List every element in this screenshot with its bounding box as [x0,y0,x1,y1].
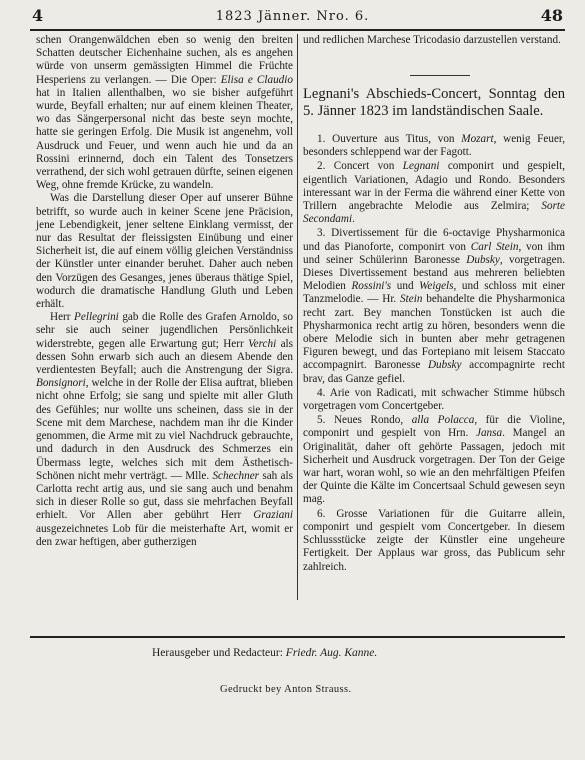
programme-item-2: 2. Concert von Legnani componirt und gespielt, eigentlich Variationen, Adagio und Rondo. Besonders interessant war in der Ferma die während einer Kette von Trillern angebrachte Melodie aus Zelmira; Sorte Secondami. [303,160,565,226]
page-header [0,6,585,28]
issue-date-title: 1823 Jänner. Nro. 6. [215,9,370,24]
programme-item-1: 1. Ouverture aus Titus, von Mozart, wenig Feuer, besonders schleppend war der Fagott. [303,133,565,159]
column-divider [297,34,298,600]
programme-item-6: 6. Grosse Variationen für die Guitarre allein, componirt und gespielt vom Concertgeber. In diesem Schlussstücke zeigte der Künstler eine ungeheure Fertigkeit. Der Applaus war gross, das Publicum sehr zahlreich. [303,507,565,573]
editor-name: Friedr. Aug. Kanne. [285,647,378,659]
concert-section-title: Legnani's Abschieds-Concert, Sonntag den 5. Jänner 1823 im landständischen Saale. [303,86,565,119]
left-paragraph-2: Was die Darstellung dieser Oper auf unserer Bühne betrifft, so wurde auch in keiner Scene jene Präcision, jene Lebendigkeit, jener seltene Einklang vermisst, der nur das Resultat der fleissigsten Einübung und einer Sicherheit ist, die auf einem völlig gleichen Verständniss der Künstler unter einander beruhet. Daher auch neben den Vorzügen des Gesanges, jenes überaus thätige Spiel, wodurch die dramatische Handlung Gluth und Leben erhält. [36,192,293,311]
right-column-continuation [303,34,565,47]
page-number-left: 4 [32,6,44,25]
programme-item-3: 3. Divertissement für die 6-octavige Physharmonica und das Pianoforte, componirt von Carl Stein, von ihm und seiner Schülerinn Baronesse Dubsky, vorgetragen. Dieses Divertissement bestand aus mehreren beliebten Melodien Rossini's und Weigels, und schloss mit einer Tanzmelodie. — Hr. Stein behandelte die Physharmonica recht zart. Bey manchen Tonstücken ist auch die Physharmonica recht artig zu hören, besonders wenn die obere Melodie sich in bunten aber mehr getragenen Figuren bewegt, und das Fortepiano mit leisem Staccato accompagnirt. Baronesse Dubsky accompagnirte recht brav, das Ganze gefiel. [303,227,566,385]
editor-label: Herausgeber und Redacteur: [152,647,286,659]
continuation-text: und redlichen Marchese Tricodasio darzustellen verstand. [303,34,561,46]
left-paragraph-3: Herr Pellegrini gab die Rolle des Grafen Arnoldo, so sehr sie auch seiner jugendlichen Persönlichkeit widerstrebte, gegen alle Erwartung gut; Herr Verchi als dessen Sohn erwarb sich auch an diesem Abende den verdientesten Beyfall; auch die Anstrengung der Sigra. Bonsignori, welche in der Rolle der Elisa auftrat, blieben nicht ohne Erfolg; sie sang und spielte mit aller Gluth des Gefühles; nur wollte uns scheinen, dass sie in der Scene mit dem Marchese, nachdem man ihr die Kinder genommen, die Arme mit zu viel Nachdruck gebrauchte, und dadurch in den Ausdruck des Schmerzes ein Übermass legte, welches sich mit dem Ästhetisch-Schönen nicht mehr verträgt. — Mlle. Schechner sah als Carlotta recht artig aus, und sie sang auch und benahm sich in dieser Rolle so gut, dass sie mehrfachen Beyfall erhielt. Vor Allen aber gebührt Herr Graziani ausgezeichnetes Lob für die meisterhafte Art, womit er den zwar heftigen, aber gutherzigen [36,311,293,548]
concert-programme [303,133,565,575]
header-rule [30,29,565,31]
left-paragraph-1: schen Orangenwäldchen eben so wenig den breiten Schatten deutscher Eichenhaine suchen, als es angehen würde von unserm gemässigten Himmel die Früchte Hesperiens zu verlangen. — Die Oper: Elisa e Claudio hat in Italien allenthalben, wo sie bisher aufgeführt wurde, Beyfall erhalten; nur auf einem kleinen Theater, wo das Sängerpersonal nicht das beste seyn mochte, hatte sie geringen Erfolg. Die Musik ist angenehm, voll Ausdruck und Feuer, und wenn auch hie und da an Rossini erinnernd, doch ein Talent des Tonsetzers verrathend, der sich wohl getrauen dürfte, seinen eigenen Weg, ohne fremde Krücke, zu wandeln. [36,34,293,192]
editor-line [152,647,377,659]
left-column [36,34,293,549]
page-number-right: 48 [540,6,563,25]
programme-item-4: 4. Arie von Radicati, mit schwacher Stimme hübsch vorgetragen vom Concertgeber. [303,386,565,413]
printer-line: Gedruckt bey Anton Strauss. [220,684,352,695]
footer-rule [30,636,565,638]
programme-item-5: 5. Neues Rondo, alla Polacca, für die Violine, componirt und gespielt von Hrn. Jansa. Mangel an Originalität, daher oft gehörte Passagen, jedoch mit Sicherheit und Ausdruck vorgetragen. Der Ton der Geige war hart, woran wohl, so wie an den mehrfältigen Pfeifen der Quinte die Kälte im Concertsaal Schuld gewesen seyn mag. [303,414,565,506]
section-rule [410,75,470,76]
